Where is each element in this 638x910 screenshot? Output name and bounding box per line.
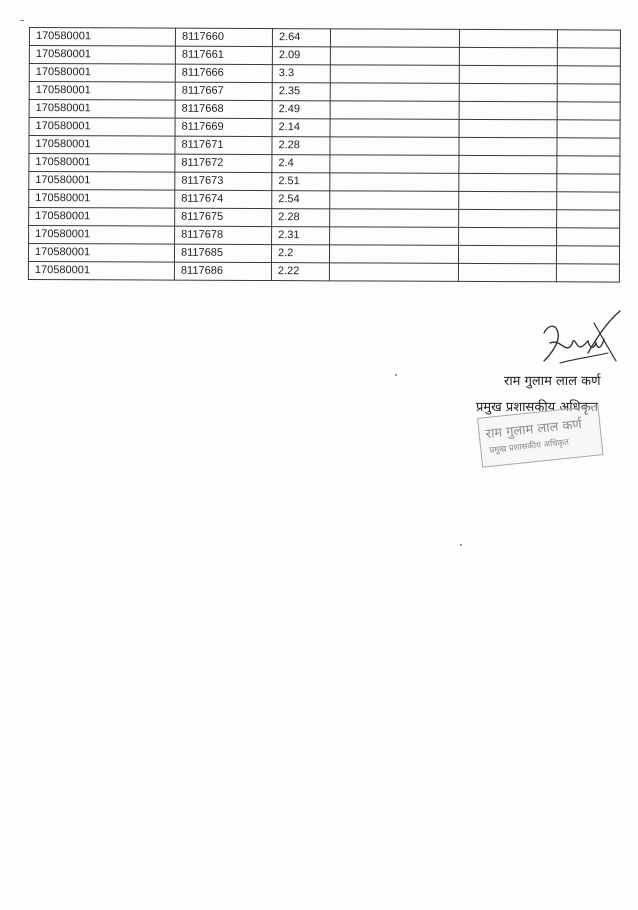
table-cell — [459, 155, 557, 173]
table-cell — [330, 101, 459, 120]
table-cell: 2.54 — [272, 191, 330, 209]
table-cell — [459, 101, 557, 119]
table-cell — [329, 263, 458, 282]
table-cell — [459, 209, 557, 227]
data-table — [28, 27, 621, 283]
table-cell: 8117675 — [175, 208, 272, 226]
table-cell — [557, 138, 620, 156]
table-cell: 2.14 — [272, 119, 330, 137]
table-cell — [459, 173, 557, 191]
table-cell: 170580001 — [29, 190, 175, 209]
table-cell — [330, 83, 459, 102]
table-cell — [459, 83, 557, 101]
table-cell: 170580001 — [29, 136, 175, 155]
table-body — [28, 28, 620, 283]
table-cell — [330, 209, 459, 228]
table-cell — [459, 29, 557, 47]
table-cell: 8117672 — [175, 154, 272, 172]
table-cell — [330, 173, 459, 192]
table-cell: 170580001 — [29, 46, 175, 65]
table-row — [28, 261, 619, 282]
table-cell — [330, 29, 459, 48]
table-cell: 8117666 — [175, 64, 272, 82]
table-cell: 2.49 — [272, 101, 330, 119]
table-cell: 170580001 — [29, 208, 175, 227]
scan-speck — [395, 374, 397, 376]
table-cell: 170580001 — [28, 261, 174, 280]
stamp-title: प्रमुख प्रशासकीय अधिकृत — [488, 437, 570, 456]
table-cell: 8117669 — [175, 118, 272, 136]
table-cell: 170580001 — [29, 82, 175, 101]
table-cell — [557, 210, 620, 228]
table-cell — [330, 155, 459, 174]
table-cell: 8117685 — [174, 244, 271, 262]
signatory-title: प्रमुख प्रशासकीय अधिकृत — [476, 400, 599, 415]
table-cell — [330, 119, 459, 138]
table-cell: 170580001 — [29, 64, 175, 83]
table-cell — [458, 263, 556, 281]
table-cell — [329, 245, 458, 264]
table-cell: 170580001 — [29, 226, 175, 245]
table-cell: 170580001 — [29, 100, 175, 119]
table-cell: 170580001 — [29, 172, 175, 191]
table-cell: 8117661 — [175, 46, 272, 64]
table-cell: 170580001 — [29, 118, 175, 137]
table-cell: 2.2 — [271, 245, 329, 263]
table-cell: 170580001 — [28, 244, 174, 263]
table-cell: 2.64 — [272, 29, 330, 47]
table-cell: 170580001 — [29, 28, 175, 47]
table-cell — [557, 192, 620, 210]
table-cell: 8117667 — [175, 82, 272, 100]
table-cell — [330, 137, 459, 156]
table-cell: 2.4 — [272, 155, 330, 173]
table-cell: 8117668 — [175, 100, 272, 118]
table-cell: 8117686 — [174, 262, 271, 280]
table-cell — [459, 119, 557, 137]
table-cell — [557, 174, 620, 192]
table-cell: 2.22 — [271, 263, 329, 281]
table-cell: 3.3 — [272, 65, 330, 83]
table-cell — [557, 66, 620, 84]
stamp-name: राम गुलाम लाल कर्ण — [485, 417, 583, 443]
table-cell: 2.35 — [272, 83, 330, 101]
table-cell: 2.09 — [272, 47, 330, 65]
table-cell: 8117678 — [175, 226, 272, 244]
table-cell — [557, 48, 620, 66]
table-cell: 2.28 — [272, 137, 330, 155]
table-cell: 170580001 — [29, 154, 175, 173]
table-cell — [459, 137, 557, 155]
table-cell — [330, 47, 459, 66]
table-cell — [557, 120, 620, 138]
table-cell — [557, 30, 620, 48]
table-cell — [459, 227, 557, 245]
table-cell — [330, 65, 459, 84]
table-cell — [556, 264, 619, 282]
table-cell — [459, 47, 557, 65]
table-cell — [459, 191, 557, 209]
table-cell — [557, 156, 620, 174]
table-cell: 2.31 — [272, 227, 330, 245]
table-cell — [458, 245, 556, 263]
table-cell: 8117660 — [175, 28, 272, 46]
table-cell — [557, 228, 620, 246]
table-cell — [459, 65, 557, 83]
scan-speck — [20, 20, 24, 21]
scan-speck — [460, 544, 462, 546]
table-cell: 2.28 — [272, 209, 330, 227]
table-cell — [557, 84, 620, 102]
table-cell — [556, 246, 619, 264]
handwritten-signature — [530, 303, 622, 371]
table-cell: 8117671 — [175, 136, 272, 154]
table-cell — [330, 227, 459, 246]
table-cell — [330, 191, 459, 210]
table-cell: 2.51 — [272, 173, 330, 191]
signatory-name: राम गुलाम लाल कर्ण — [504, 374, 601, 389]
table-cell: 8117674 — [175, 190, 272, 208]
table-cell — [557, 102, 620, 120]
table-cell: 8117673 — [175, 172, 272, 190]
